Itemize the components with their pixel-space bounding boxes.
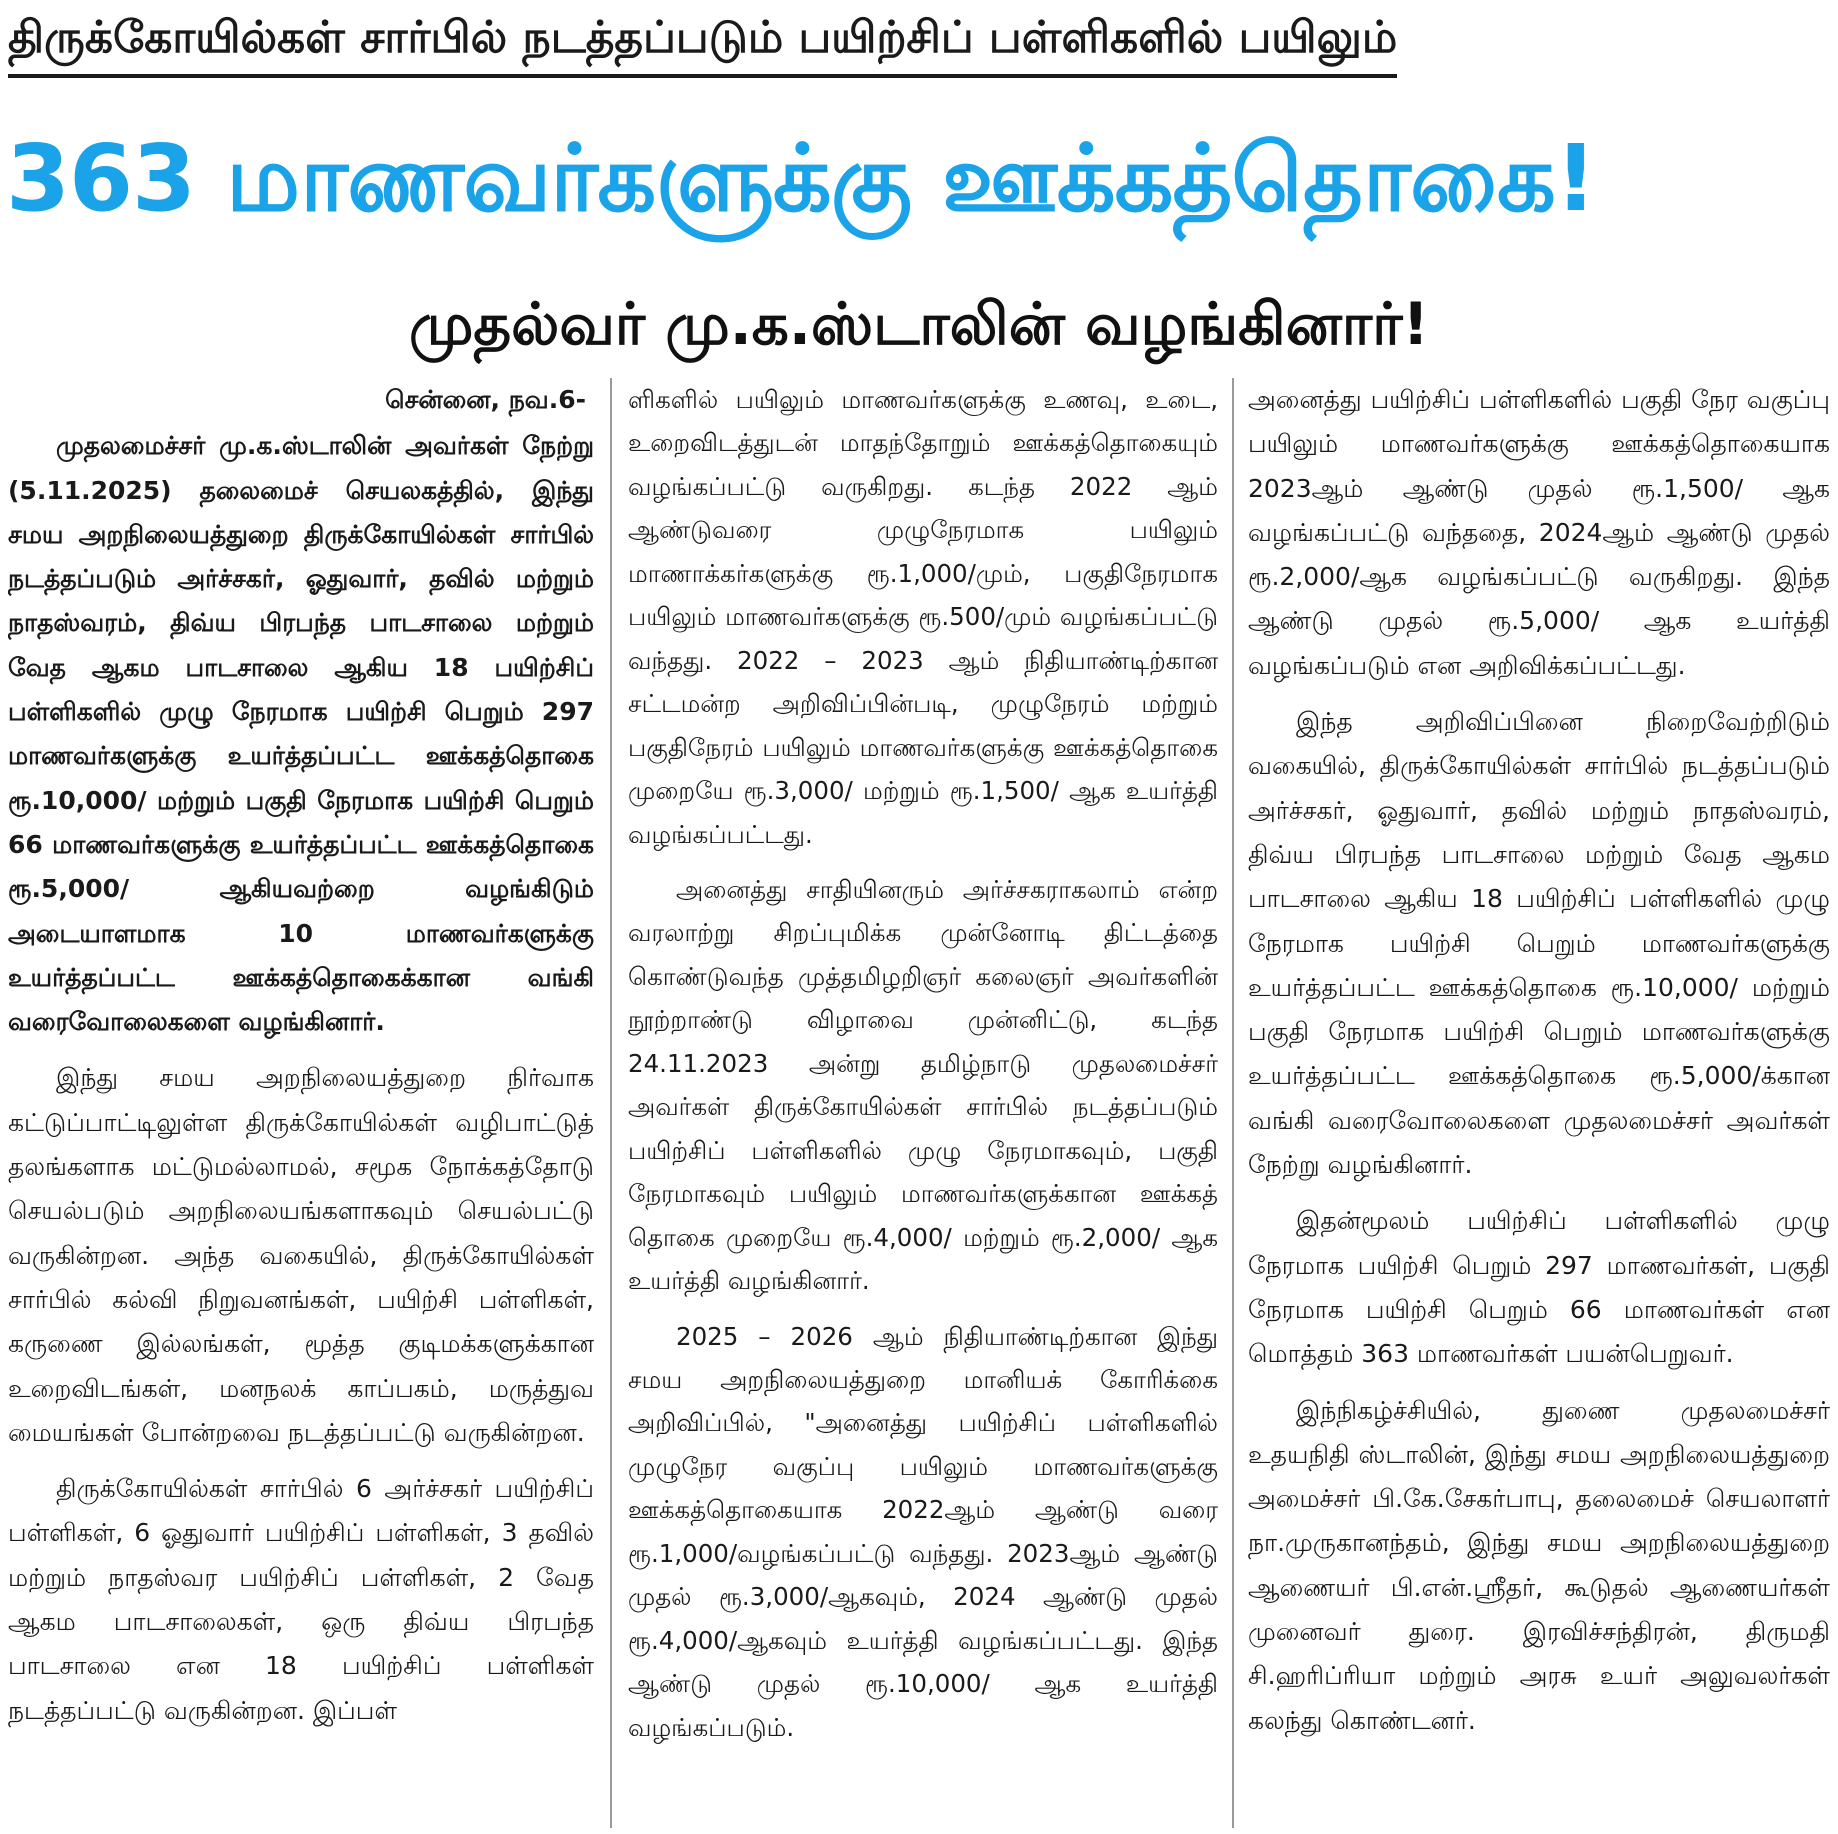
paragraph: இந்து சமய அறநிலையத்துறை நிர்வாக கட்டுப்பாட்டிலுள்ள திருக்கோயில்கள் வழிபாட்டுத் தலங்களாக மட்டுமல்லாமல், சமூக நோக்கத்தோடு செயல்படும் அறநிலையங்களாகவும் செயல்பட்டு வருகின்றன. அந்த வகையில், திருக்கோயில்கள் சார்பில் கல்வி நிறுவனங்கள், பயிற்சி பள்ளிகள், கருணை இல்லங்கள், மூத்த குடிமக்களுக்கான உறைவிடங்கள், மனநலக் காப்பகம், மருத்துவ மையங்கள் போன்றவை நடத்தப்பட்டு வருகின்றன.	[8, 1063, 594, 1447]
article-column-1	[8, 378, 594, 1828]
paragraph: இந்நிகழ்ச்சியில், துணை முதலமைச்சர் உதயநிதி ஸ்டாலின், இந்து சமய அறநிலையத்துறை அமைச்சர் பி.கே.சேகர்பாபு, தலைமைச் செயலாளர் நா.முருகானந்தம், இந்து சமய அறநிலையத்துறை ஆணையர் பி.என்.ஸ்ரீதர், கூடுதல் ஆணையர்கள் முனைவர் துரை. இரவிச்சந்திரன், திருமதி சி.ஹரிப்ரியா மற்றும் அரசு உயர் அலுவலர்கள் கலந்து கொண்டனர்.	[1248, 1395, 1830, 1735]
article-body	[8, 378, 1830, 1828]
column-divider	[610, 378, 612, 1828]
kicker-heading	[8, 8, 1568, 94]
paragraph: 2025 – 2026 ஆம் நிதியாண்டிற்கான இந்து சமய அறநிலையத்துறை மானியக் கோரிக்கை அறிவிப்பில், "அனைத்து பயிற்சிப் பள்ளிகளில் முழுநேர வகுப்பு பயிலும் மாணவர்களுக்கு ஊக்கத்தொகையாக 2022ஆம் ஆண்டு வரை ரூ.1,000/வழங்கப்பட்டு வந்தது. 2023ஆம் ஆண்டு முதல் ரூ.3,000/ஆகவும், 2024 ஆண்டு முதல் ரூ.4,000/ஆகவும் உயர்த்தி வழங்கப்பட்டது. இந்த ஆண்டு முதல் ரூ.10,000/ ஆக உயர்த்தி வழங்கப்படும்.	[628, 1321, 1218, 1742]
paragraph: அனைத்து சாதியினரும் அர்ச்சகராகலாம் என்ற வரலாற்று சிறப்புமிக்க முன்னோடி திட்டத்தை கொண்டுவந்த முத்தமிழறிஞர் கலைஞர் அவர்களின் நூற்றாண்டு விழாவை முன்னிட்டு, கடந்த 24.11.2023 அன்று தமிழ்நாடு முதலமைச்சர் அவர்கள் திருக்கோயில்கள் சார்பில் நடத்தப்படும் பயிற்சிப் பள்ளிகளில் முழு நேரமாகவும், பகுதி நேரமாகவும் பயிலும் மாணவர்களுக்கான ஊக்கத் தொகை முறையே ரூ.4,000/ மற்றும் ரூ.2,000/ ஆக உயர்த்தி வழங்கினார்.	[628, 874, 1218, 1296]
lead-paragraph: முதலமைச்சர் மு.க.ஸ்டாலின் அவர்கள் நேற்று (5.11.2025) தலைமைச் செயலகத்தில், இந்து சமய அறநிலையத்துறை திருக்கோயில்கள் சார்பில் நடத்தப்படும் அர்ச்சகர், ஓதுவார், தவில் மற்றும் நாதஸ்வரம், திவ்ய பிரபந்த பாடசாலை மற்றும் வேத ஆகம பாடசாலை ஆகிய 18 பயிற்சிப் பள்ளிகளில் முழு நேரமாக பயிற்சி பெறும் 297 மாணவர்களுக்கு உயர்த்தப்பட்ட ஊக்கத்தொகை ரூ.10,000/ மற்றும் பகுதி நேரமாக பயிற்சி பெறும் 66 மாணவர்களுக்கு உயர்த்தப்பட்ட ஊக்கத்தொகை ரூ.5,000/ ஆகியவற்றை வழங்கிடும் அடையாளமாக 10 மாணவர்களுக்கு உயர்த்தப்பட்ட ஊக்கத்தொகைக்கான வங்கி வரைவோலைகளை வழங்கினார்.	[8, 431, 594, 1037]
paragraph: இந்த அறிவிப்பினை நிறைவேற்றிடும் வகையில், திருக்கோயில்கள் சார்பில் நடத்தப்படும் அர்ச்சகர், ஓதுவார், தவில் மற்றும் நாதஸ்வரம், திவ்ய பிரபந்த பாடசாலை மற்றும் வேத ஆகம பாடசாலை ஆகிய 18 பயிற்சிப் பள்ளிகளில் முழு நேரமாக பயிற்சி பெறும் மாணவர்களுக்கு உயர்த்தப்பட்ட ஊக்கத்தொகை ரூ.10,000/ மற்றும் பகுதி நேரமாக பயிற்சி பெறும் மாணவர்களுக்கு உயர்த்தப்பட்ட ஊக்கத்தொகை ரூ.5,000/க்கான வங்கி வரைவோலைகளை முதலமைச்சர் அவர்கள் நேற்று வழங்கினார்.	[1248, 707, 1830, 1180]
article-column-2	[628, 378, 1218, 1828]
paragraph: திருக்கோயில்கள் சார்பில் 6 அர்ச்சகர் பயிற்சிப் பள்ளிகள், 6 ஓதுவார் பயிற்சிப் பள்ளிகள், 3 தவில் மற்றும் நாதஸ்வர பயிற்சிப் பள்ளிகள், 2 வேத ஆகம பாடசாலைகள், ஒரு திவ்ய பிரபந்த பாடசாலை என 18 பயிற்சிப் பள்ளிகள் நடத்தப்பட்டு வருகின்றன. இப்பள்	[8, 1474, 594, 1725]
dateline: சென்னை, நவ.6-	[385, 385, 586, 414]
kicker-text: திருக்கோயில்கள் சார்பில் நடத்தப்படும் பயிற்சிப் பள்ளிகளில் பயிலும்	[8, 8, 1397, 78]
sub-headline: முதல்வர் மு.க.ஸ்டாலின் வழங்கினார்!	[409, 290, 1429, 358]
column-divider	[1232, 378, 1234, 1828]
paragraph: ளிகளில் பயிலும் மாணவர்களுக்கு உணவு, உடை, உறைவிடத்துடன் மாதந்தோறும் ஊக்கத்தொகையும் வழங்கப்பட்டு வருகிறது. கடந்த 2022 ஆம் ஆண்டுவரை முழுநேரமாக பயிலும் மாணாக்கர்களுக்கு ரூ.1,000/மும், பகுதிநேரமாக பயிலும் மாணவர்களுக்கு ரூ.500/மும் வழங்கப்பட்டு வந்தது. 2022 – 2023 ஆம் நிதியாண்டிற்கான சட்டமன்ற அறிவிப்பின்படி, முழுநேரம் மற்றும் பகுதிநேரம் பயிலும் மாணவர்களுக்கு ஊக்கத்தொகை முறையே ரூ.3,000/ மற்றும் ரூ.1,500/ ஆக உயர்த்தி வழங்கப்பட்டது.	[628, 385, 1218, 849]
main-headline: 363 மாணவர்களுக்கு ஊக்கத்தொகை!	[6, 125, 1596, 232]
article-column-3	[1248, 378, 1830, 1828]
paragraph: அனைத்து பயிற்சிப் பள்ளிகளில் பகுதி நேர வகுப்பு பயிலும் மாணவர்களுக்கு ஊக்கத்தொகையாக 2023ஆம் ஆண்டு முதல் ரூ.1,500/ ஆக வழங்கப்பட்டு வந்ததை, 2024ஆம் ஆண்டு முதல் ரூ.2,000/ஆக வழங்கப்பட்டு வருகிறது. இந்த ஆண்டு முதல் ரூ.5,000/ ஆக உயர்த்தி வழங்கப்படும் என அறிவிக்கப்பட்டது.	[1248, 385, 1830, 680]
paragraph: இதன்மூலம் பயிற்சிப் பள்ளிகளில் முழு நேரமாக பயிற்சி பெறும் 297 மாணவர்கள், பகுதி நேரமாக பயிற்சி பெறும் 66 மாணவர்கள் என மொத்தம் 363 மாணவர்கள் பயன்பெறுவர்.	[1248, 1206, 1830, 1369]
